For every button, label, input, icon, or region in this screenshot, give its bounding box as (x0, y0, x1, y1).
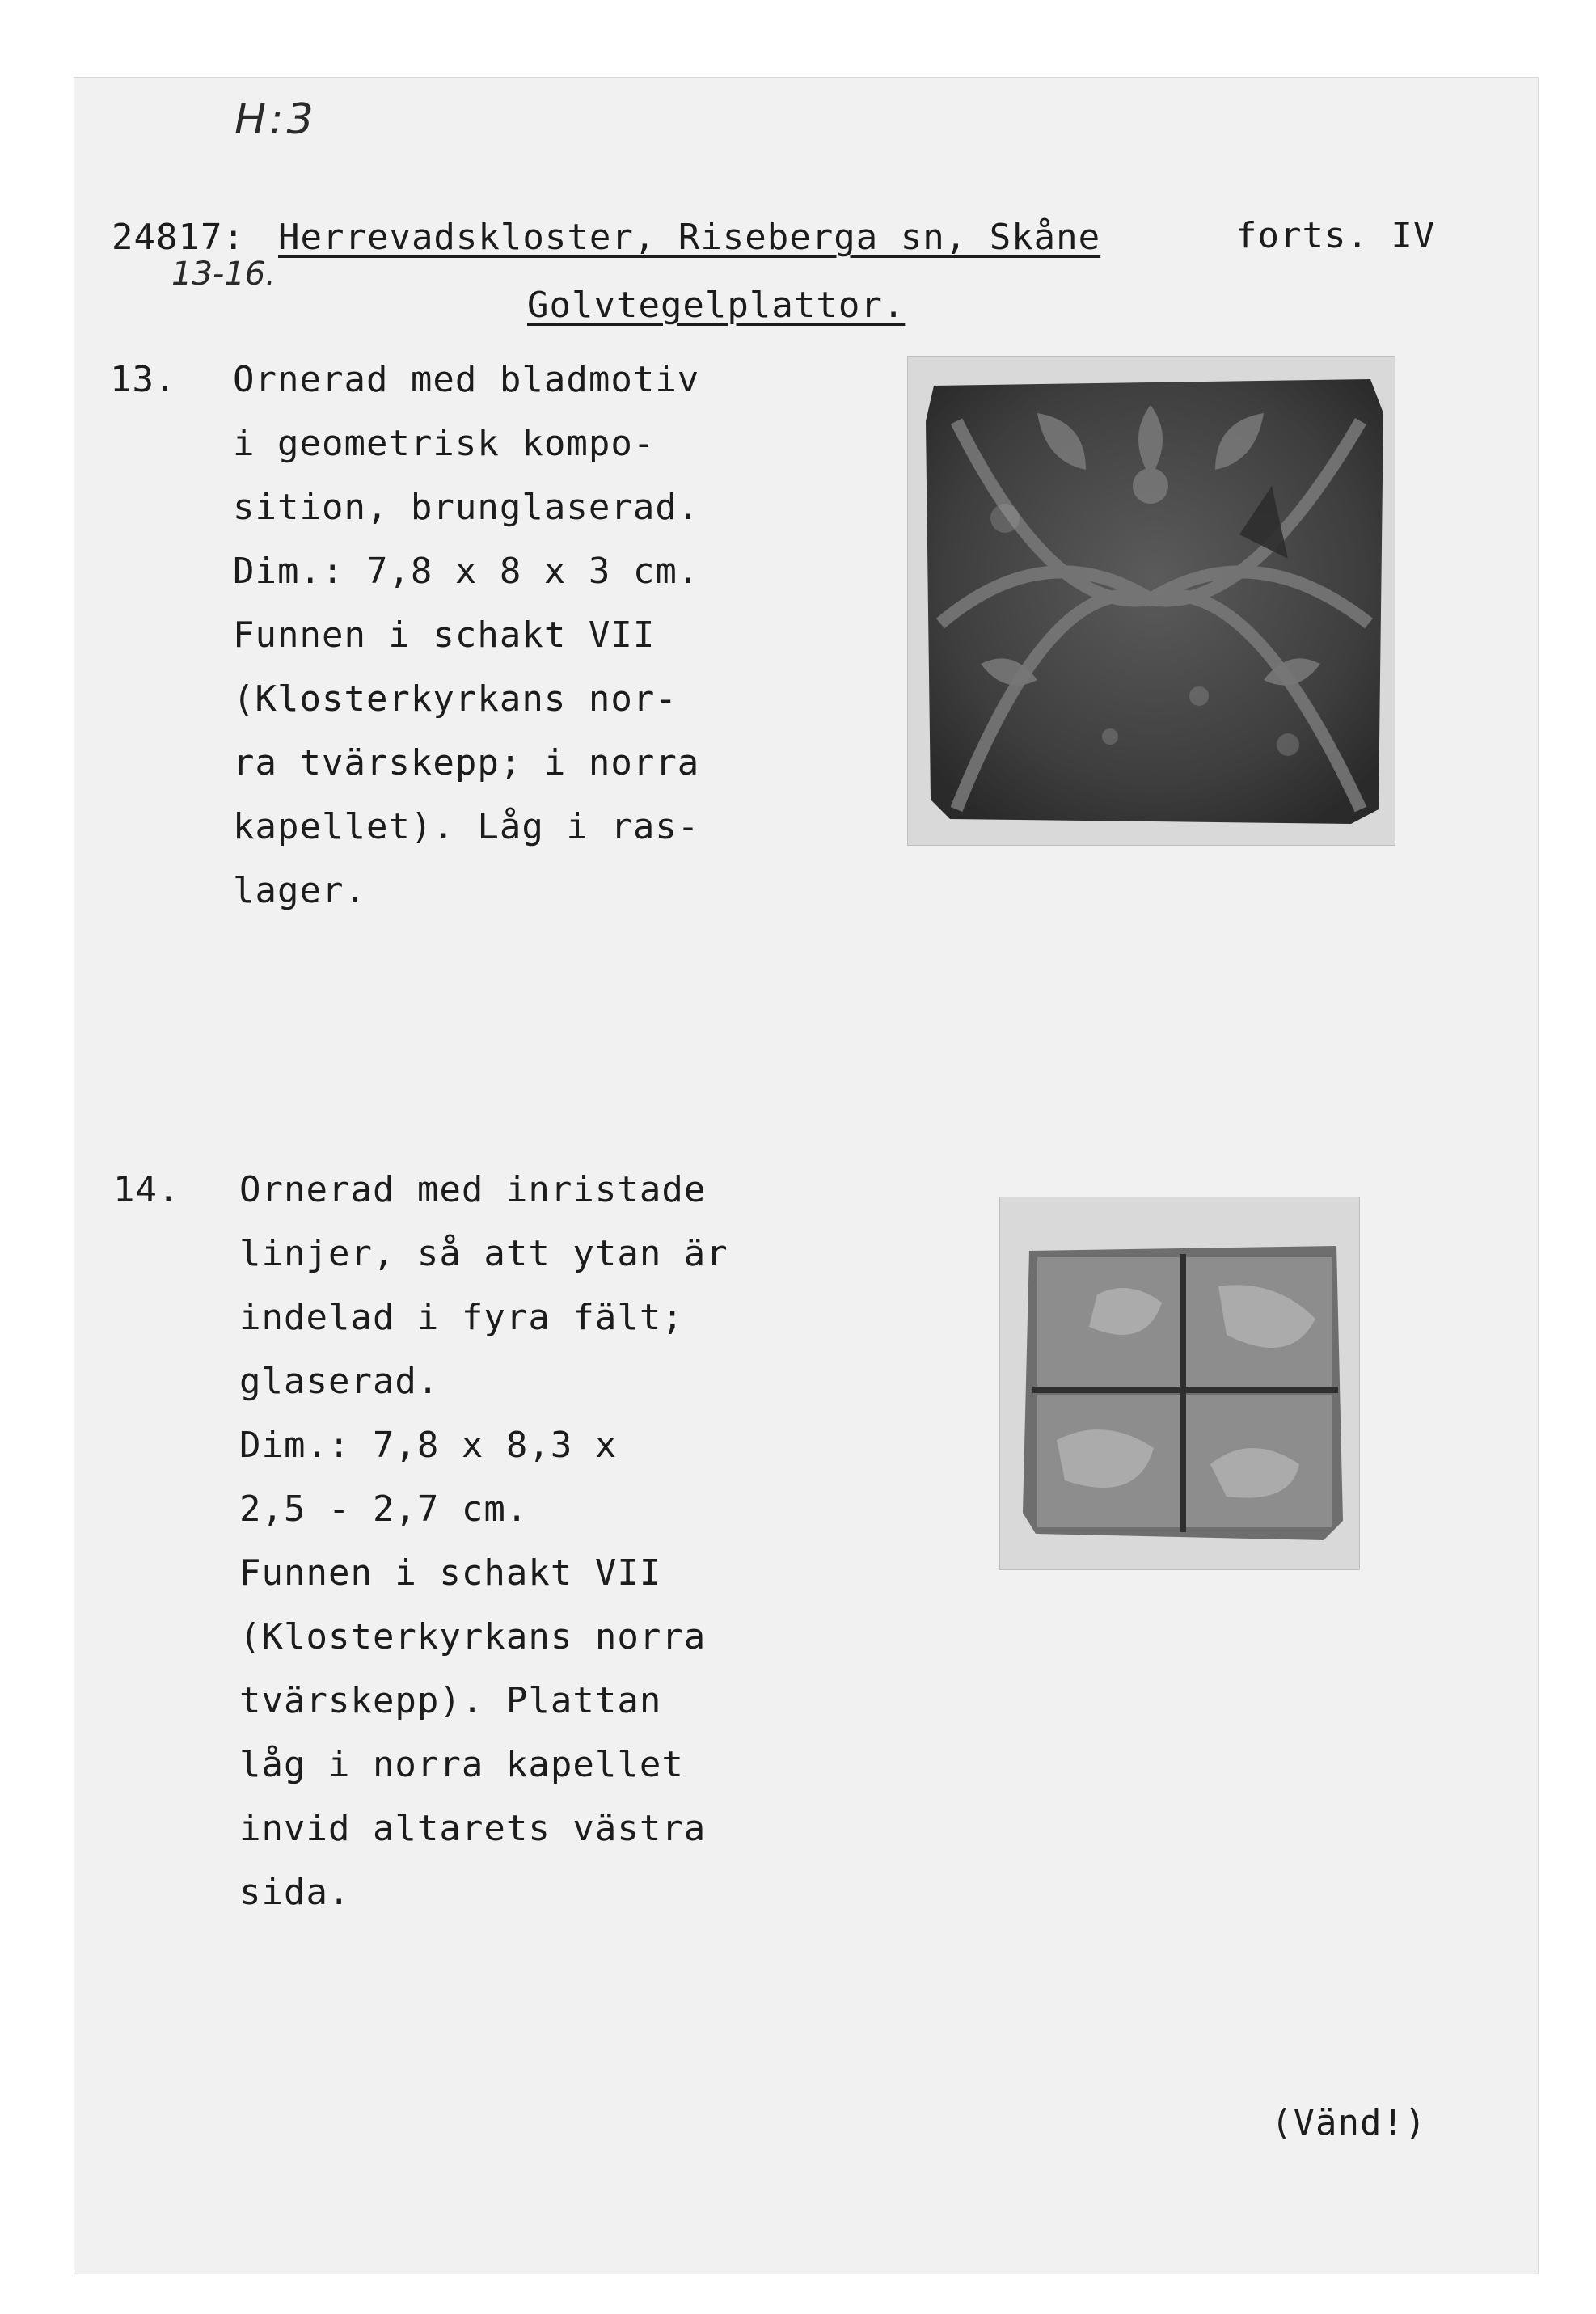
turn-over-note: (Vänd!) (1271, 2102, 1427, 2143)
entry-line: (Klosterkyrkans nor- (233, 678, 678, 720)
entry-line: Funnen i schakt VII (233, 614, 656, 656)
entry-number: 14. (113, 1169, 180, 1210)
tile-photo-quartered (999, 1197, 1360, 1570)
entry-description (233, 348, 699, 923)
entry-line: glaserad. (239, 1361, 440, 1402)
entry-line: Ornerad med inristade (239, 1169, 707, 1210)
entry-description (239, 1158, 728, 1924)
entry-line: låg i norra kapellet (239, 1744, 684, 1785)
entry-line: ra tvärskepp; i norra (233, 742, 700, 783)
entry-line: Ornerad med bladmotiv (233, 359, 700, 400)
entry-line: sida. (239, 1872, 351, 1913)
range-note: 13-16. (171, 255, 276, 293)
entry-line: linjer, så att ytan är (239, 1233, 728, 1274)
card-subtitle: Golvtegelplattor. (527, 285, 906, 326)
entry-line: kapellet). Låg i ras- (233, 806, 700, 847)
card-title: Herrevadskloster, Riseberga sn, Skåne (278, 217, 1101, 258)
entry-line: Dim.: 7,8 x 8,3 x (239, 1425, 618, 1466)
entry-line: lager. (233, 870, 366, 911)
entry-line: invid altarets västra (239, 1808, 707, 1849)
tile-image (1000, 1197, 1359, 1569)
tile-photo-ornamented (907, 356, 1395, 846)
entry-line: Dim.: 7,8 x 8 x 3 cm. (233, 551, 700, 592)
entry-line: indelad i fyra fält; (239, 1297, 684, 1338)
entry-number: 13. (110, 359, 177, 400)
entry-line: (Klosterkyrkans norra (239, 1616, 707, 1657)
entry-line: i geometrisk kompo- (233, 423, 656, 464)
entry-line: Funnen i schakt VII (239, 1552, 662, 1594)
continuation-label: forts. IV (1235, 215, 1436, 256)
entry-line: sition, brunglaserad. (233, 487, 700, 528)
entry-line: 2,5 - 2,7 cm. (239, 1488, 529, 1530)
catalog-number: 24817: (112, 217, 245, 258)
corner-note: H:3 (234, 95, 317, 144)
tile-image (908, 357, 1395, 845)
entry-line: tvärskepp). Plattan (239, 1680, 662, 1721)
